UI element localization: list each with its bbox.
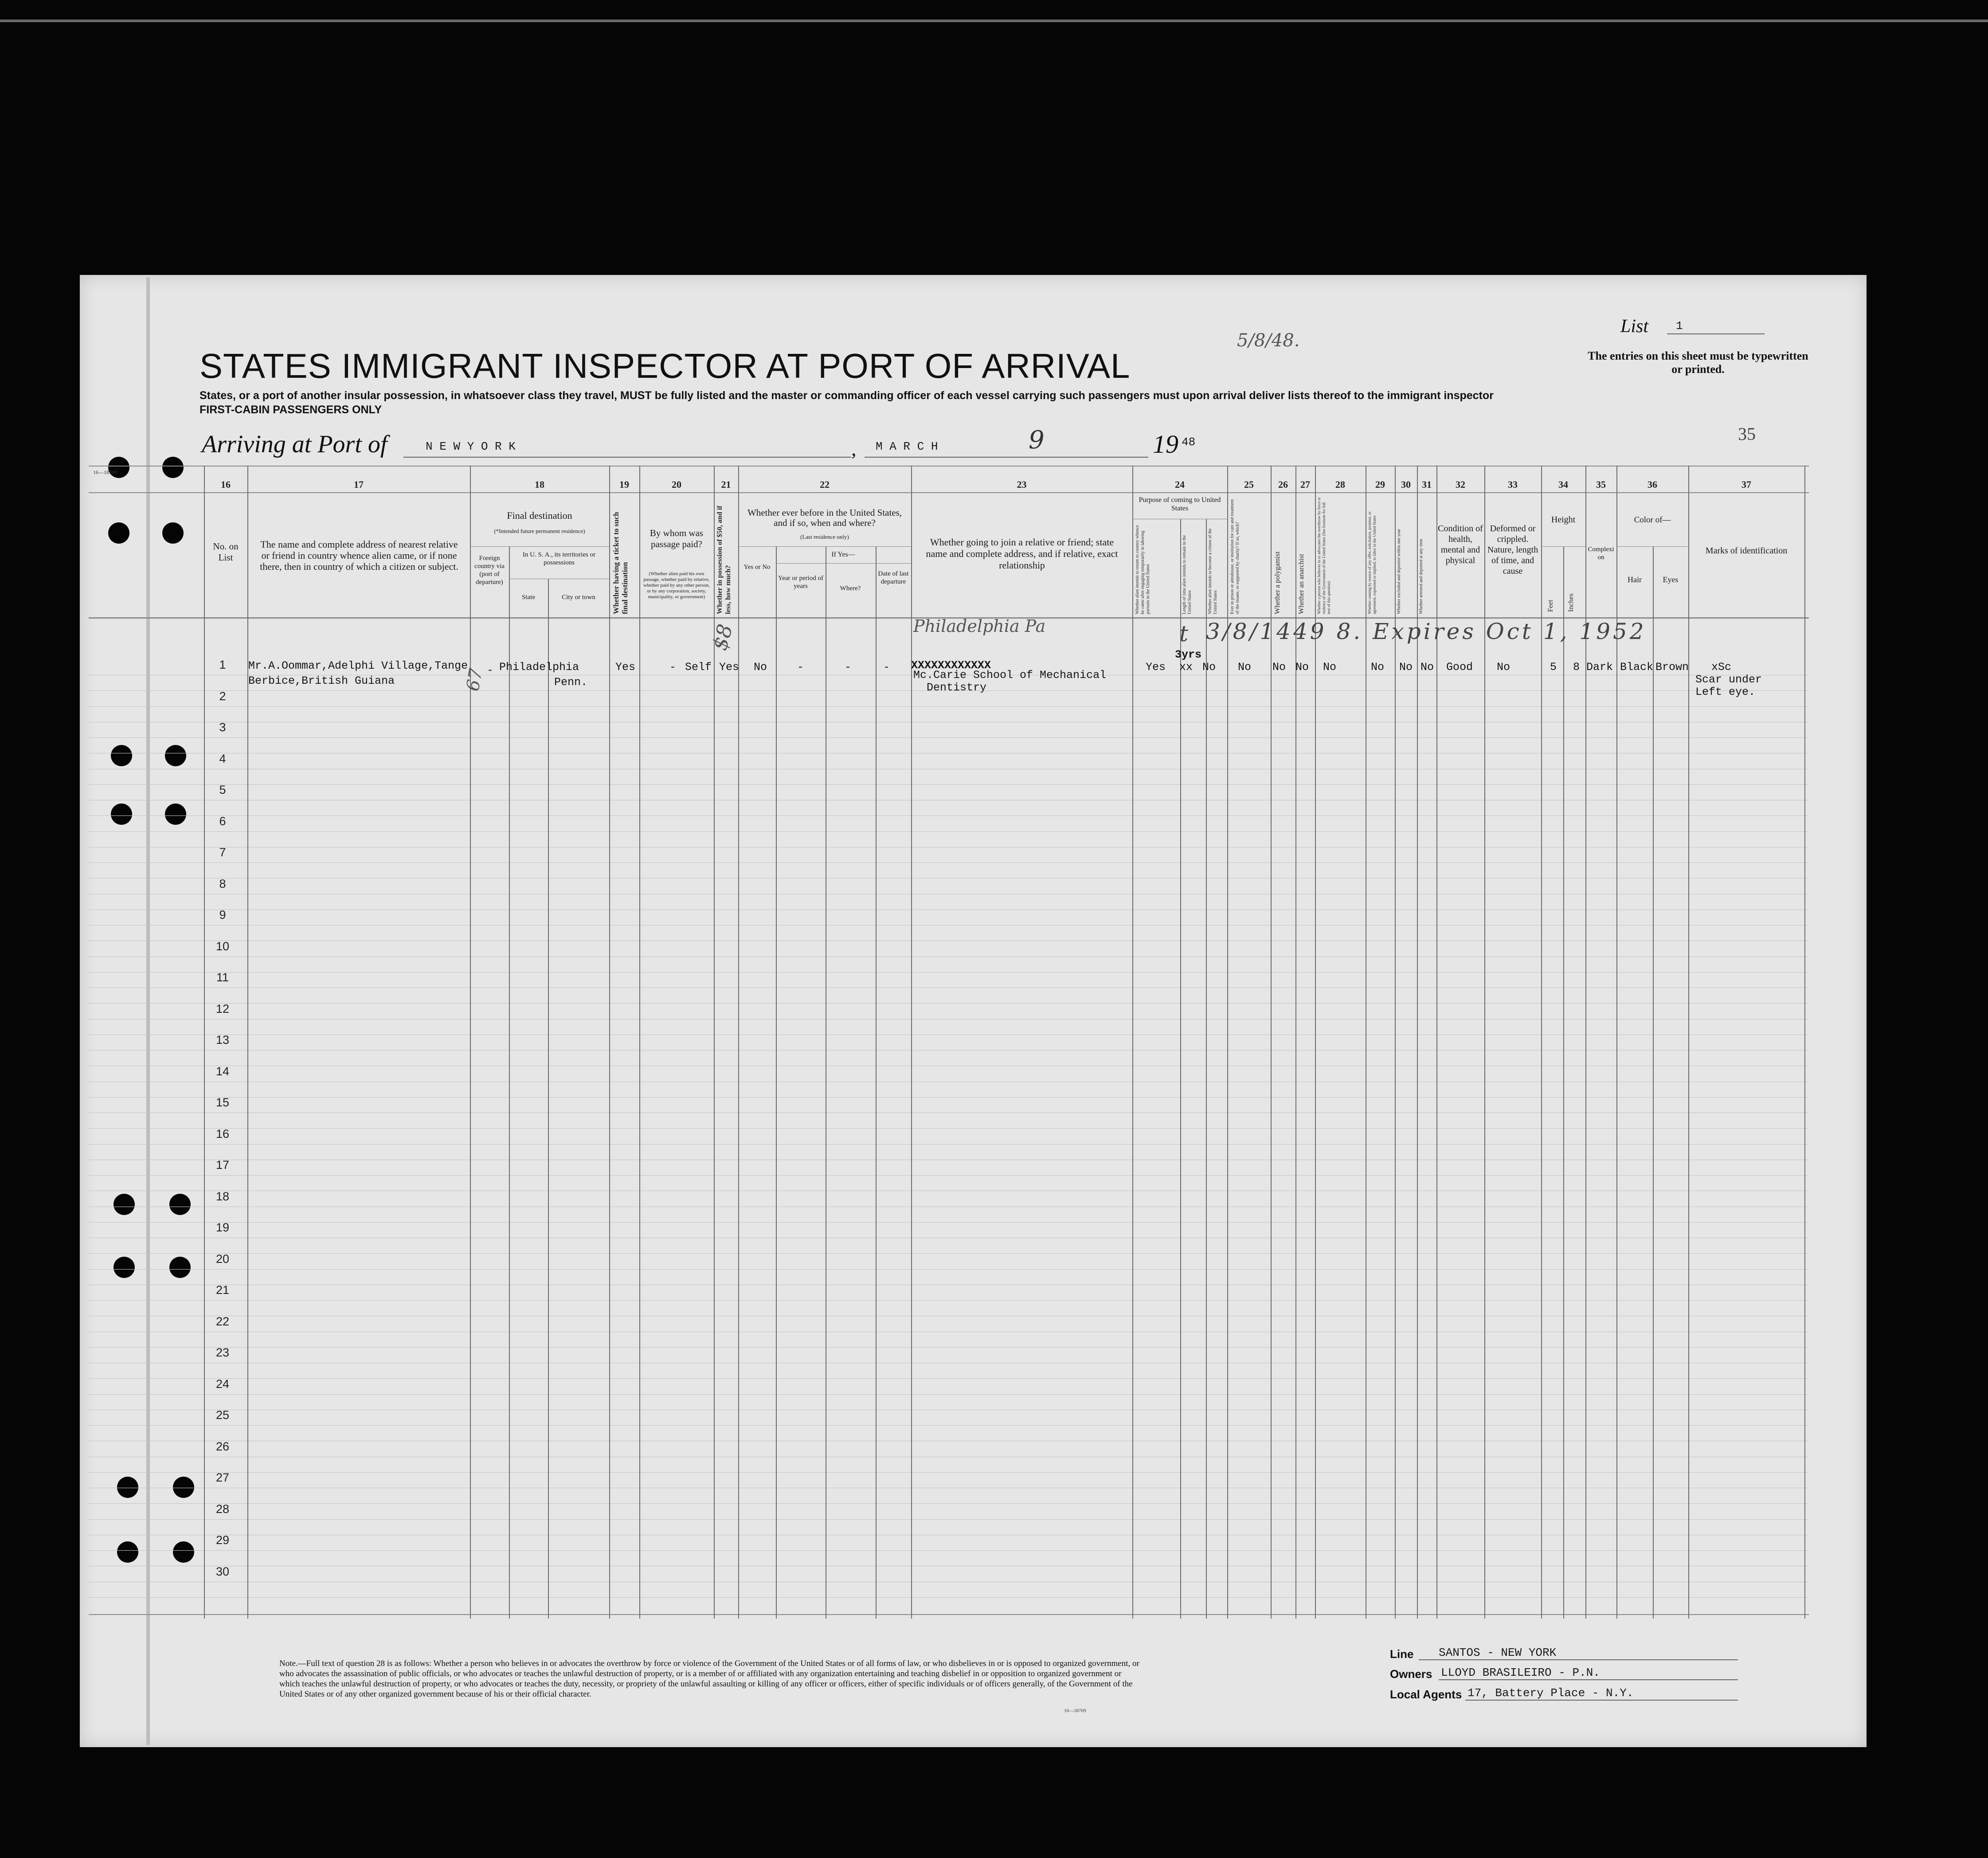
colnum-33: 33 bbox=[1508, 479, 1518, 490]
row-rule bbox=[89, 862, 1809, 863]
date-underline bbox=[865, 457, 1148, 458]
colnum-22: 22 bbox=[820, 479, 830, 490]
row-rule bbox=[89, 1347, 1809, 1348]
col-divider bbox=[1688, 466, 1689, 1619]
q29-value: No bbox=[1371, 661, 1385, 674]
row-number: 30 bbox=[215, 1564, 230, 1578]
header-36-eyes: Eyes bbox=[1663, 575, 1679, 584]
row-number: 24 bbox=[215, 1377, 230, 1391]
row-rule bbox=[89, 1144, 1809, 1145]
header-24-b: Length of time alien intends to remain in the United States bbox=[1182, 535, 1192, 614]
row-rule bbox=[89, 1378, 1809, 1379]
line-label: Line bbox=[1390, 1647, 1414, 1661]
port-underline bbox=[403, 457, 851, 458]
row-number: 21 bbox=[215, 1283, 230, 1297]
length-struck: xx bbox=[1179, 661, 1193, 674]
header-18-state: State bbox=[522, 594, 535, 601]
row-number: 1 bbox=[219, 658, 226, 671]
table-bottom-rule bbox=[89, 1614, 1809, 1615]
col-divider bbox=[911, 466, 912, 1619]
header-18-usa: In U. S. A., its territories or possessions bbox=[522, 551, 596, 566]
join-line2: Dentistry bbox=[927, 681, 987, 694]
date-departure-value: - bbox=[883, 661, 890, 674]
before-us-value: No bbox=[754, 661, 767, 674]
col-divider bbox=[1206, 519, 1207, 1619]
colnum-32: 32 bbox=[1456, 479, 1465, 490]
q30-value: No bbox=[1399, 661, 1413, 674]
marks-struck: xSc bbox=[1711, 661, 1732, 674]
col-divider bbox=[1653, 546, 1654, 1619]
agents-value: 17, Battery Place - N.Y. bbox=[1468, 1686, 1634, 1700]
foreign-via-value: - bbox=[487, 664, 494, 677]
polygamist-value: No bbox=[1272, 661, 1286, 674]
port-value: N E W Y O R K bbox=[426, 440, 516, 453]
col-divider bbox=[738, 466, 739, 1619]
row-number: 29 bbox=[215, 1533, 230, 1547]
header-22-where: Where? bbox=[840, 585, 861, 592]
header-18-city: City or town bbox=[562, 594, 595, 601]
col-divider bbox=[639, 466, 640, 1619]
row-number: 13 bbox=[215, 1033, 230, 1047]
header-22-ifyes: If Yes— bbox=[831, 551, 855, 558]
row-number: 10 bbox=[215, 939, 230, 953]
header-18: Final destination bbox=[507, 510, 572, 521]
year-suffix: 48 bbox=[1182, 435, 1196, 449]
row-rule bbox=[89, 1222, 1809, 1223]
footnote-code: 16—18709 bbox=[1064, 1708, 1086, 1713]
row-rule bbox=[89, 1097, 1809, 1098]
arriving-label: Arriving at Port of bbox=[202, 431, 387, 458]
row-rule bbox=[89, 784, 1809, 785]
subhdr-rule bbox=[1616, 546, 1688, 547]
header-22-yesno: Yes or No bbox=[744, 564, 771, 571]
handwritten-t-mark: t bbox=[1179, 621, 1189, 647]
row-number: 6 bbox=[219, 814, 226, 828]
header-22-sub: (Last residence only) bbox=[800, 533, 849, 540]
page-stamp: 35 bbox=[1738, 424, 1756, 444]
typewritten-note: The entries on this sheet must be typewritten or printed. bbox=[1588, 349, 1808, 376]
colnum-19: 19 bbox=[619, 479, 629, 490]
col-divider bbox=[776, 546, 777, 1619]
header-30: Whether excluded and deported within one year bbox=[1397, 529, 1401, 614]
header-19: Whether having a ticket to such final destination bbox=[612, 512, 629, 614]
row-rule bbox=[89, 831, 1809, 832]
handwritten-dates: 3/8/1449 8. Expires Oct 1, 1952 bbox=[1206, 619, 1647, 644]
header-33: Deformed or crippled. Nature, length of time, and cause bbox=[1487, 524, 1538, 576]
city-value-line2: Penn. bbox=[554, 676, 588, 689]
row-number: 28 bbox=[215, 1502, 230, 1516]
hair-value: Black bbox=[1620, 661, 1654, 674]
row-number: 23 bbox=[215, 1346, 230, 1359]
feet-value: 5 bbox=[1550, 661, 1557, 674]
header-37: Marks of identification bbox=[1705, 546, 1788, 556]
row-number: 19 bbox=[215, 1221, 230, 1234]
colnum-24: 24 bbox=[1175, 479, 1185, 490]
header-22: Whether ever before in the United States, and if so, when and where? bbox=[747, 507, 902, 528]
header-36-hair: Hair bbox=[1628, 575, 1642, 584]
header-28: Whether a person who believes in or advocates the overthrow by force or violence of the Government of the United States (See footnote for full text of this question) bbox=[1317, 497, 1331, 614]
where-value: - bbox=[845, 661, 852, 674]
row-rule bbox=[89, 1550, 1809, 1551]
agents-underline bbox=[1465, 1700, 1738, 1701]
colnum-31: 31 bbox=[1422, 479, 1432, 490]
row-number: 16 bbox=[215, 1127, 230, 1141]
row-rule bbox=[89, 1597, 1809, 1598]
row-rule bbox=[89, 909, 1809, 910]
row-number: 15 bbox=[215, 1096, 230, 1109]
col-divider bbox=[1132, 466, 1133, 1619]
header-20-sub: (Whether alien paid his own passage, whether paid by relative, whether paid by any other person, or by any corporation, society, municipality, or government) bbox=[643, 571, 710, 600]
form-code: 16—18709 bbox=[93, 469, 117, 475]
purpose-return-value: Yes bbox=[1146, 661, 1166, 674]
col-divider bbox=[509, 546, 510, 1619]
line-value: SANTOS - NEW YORK bbox=[1439, 1646, 1557, 1659]
subhdr-rule bbox=[1541, 546, 1585, 547]
col-divider bbox=[204, 466, 205, 1619]
row-number: 20 bbox=[215, 1252, 230, 1266]
subhdr-rule bbox=[776, 563, 911, 564]
intro-line-2: FIRST-CABIN PASSENGERS ONLY bbox=[200, 404, 382, 416]
header-24: Purpose of coming to United States bbox=[1139, 496, 1221, 512]
header-27: Whether an anarchist bbox=[1298, 554, 1305, 614]
col-divider bbox=[470, 466, 471, 1619]
row-rule bbox=[89, 737, 1809, 738]
row-rule bbox=[89, 1175, 1809, 1176]
q31-value: No bbox=[1421, 661, 1434, 674]
header-31: Whether arrested and deported at any time bbox=[1419, 539, 1424, 614]
agents-label: Local Agents bbox=[1390, 1688, 1462, 1701]
colnum-20: 20 bbox=[672, 479, 681, 490]
colnum-rule bbox=[89, 492, 1809, 493]
row-number: 12 bbox=[215, 1002, 230, 1015]
inches-value: 8 bbox=[1573, 661, 1580, 674]
row-rule bbox=[89, 706, 1809, 707]
comma: , bbox=[851, 437, 857, 460]
header-34-inches: Inches bbox=[1567, 593, 1575, 612]
list-number: 1 bbox=[1676, 319, 1683, 333]
complexion-value: Dark bbox=[1586, 661, 1613, 674]
citizen-value: No bbox=[1202, 661, 1216, 674]
film-edge-line bbox=[0, 20, 1988, 22]
row-rule bbox=[89, 815, 1809, 816]
header-24-a: Whether alien intends to return to country whence he came after engaging temporarily in laboring pursuits in the United States bbox=[1135, 525, 1151, 614]
col-divider bbox=[1563, 546, 1564, 1619]
list-label: List bbox=[1620, 316, 1649, 337]
header-17: The name and complete address of nearest relative or friend in country whence alien came, or if none there, then in country of which a citizen or subject. bbox=[260, 539, 458, 572]
footnote: Note.—Full text of question 28 is as follows: Whether a person who believes in or advocates the overthrow by force or violence of the Government of the United States or of all forms of law, or who disbelieves in or is opposed to organized government, or who advocates the assassination of public officials, or who advocates or teaches the unlawful destruction of property, or is a member of or affiliated with any organization entertaining and teaching disbelief in or opposition to organized government or which teaches the unlawful destruction of property, or who advocates or teaches the duty, necessity, or propriety of the unlawful assaulting or killing of any officer or officers, either of specific individuals or of officers generally, of the Government of the United States or of any other organized government because of his or their official character. bbox=[279, 1659, 1139, 1699]
row-number: 11 bbox=[216, 971, 229, 984]
form-title: STATES IMMIGRANT INSPECTOR AT PORT OF ARRIVAL bbox=[200, 346, 1131, 385]
struck-text: XXXXXXXXXXXX bbox=[911, 659, 991, 672]
header-35: Complexion bbox=[1588, 546, 1614, 561]
health-value: Good bbox=[1446, 661, 1473, 674]
colnum-28: 28 bbox=[1335, 479, 1345, 490]
colnum-36: 36 bbox=[1648, 479, 1657, 490]
row-rule bbox=[89, 1519, 1809, 1520]
row-number: 22 bbox=[215, 1314, 230, 1328]
row-rule bbox=[89, 1269, 1809, 1270]
header-29: Whether coming by reason of any offer, solicitation, promise, or agreement, expressed or implied, to labor in the United States bbox=[1367, 511, 1377, 614]
list-underline bbox=[1667, 333, 1765, 334]
relative-address-line1: Mr.A.Oommar,Adelphi Village,Tange bbox=[248, 659, 468, 672]
row-number: 2 bbox=[219, 689, 226, 703]
marks-line1: Scar under bbox=[1695, 673, 1762, 686]
owners-label: Owners bbox=[1390, 1667, 1432, 1681]
colnum-17: 17 bbox=[354, 479, 364, 490]
header-34-feet: Feet bbox=[1547, 600, 1554, 612]
row-number: 8 bbox=[219, 877, 226, 890]
colnum-37: 37 bbox=[1741, 479, 1751, 490]
subhdr-rule bbox=[738, 546, 911, 547]
year-prefix: 19 bbox=[1153, 430, 1178, 459]
row-number: 3 bbox=[219, 721, 226, 734]
row-rule bbox=[89, 1050, 1809, 1051]
anarchist-value: No bbox=[1295, 661, 1309, 674]
row-number: 25 bbox=[215, 1408, 230, 1422]
header-21: Whether in possession of $50, and if less, how much? bbox=[716, 506, 732, 614]
relative-address-line2: Berbice,British Guiana bbox=[248, 674, 395, 687]
colnum-26: 26 bbox=[1278, 479, 1288, 490]
col-divider bbox=[609, 466, 610, 1619]
years-value: - bbox=[797, 661, 804, 674]
header-32: Condition of health, mental and physical bbox=[1438, 524, 1483, 565]
row-rule bbox=[89, 956, 1809, 957]
eyes-value: Brown bbox=[1655, 661, 1689, 674]
colnum-25: 25 bbox=[1244, 479, 1254, 490]
row-rule bbox=[89, 1394, 1809, 1395]
colnum-21: 21 bbox=[721, 479, 731, 490]
col-divider bbox=[1180, 519, 1181, 1619]
colnum-34: 34 bbox=[1558, 479, 1568, 490]
owners-underline bbox=[1439, 1679, 1738, 1680]
col-divider bbox=[876, 546, 877, 1619]
row-rule bbox=[89, 1128, 1809, 1129]
ticket-value: Yes bbox=[615, 661, 636, 674]
row-rule bbox=[89, 1253, 1809, 1254]
money-value: Yes bbox=[719, 661, 740, 674]
month-value: M A R C H bbox=[876, 440, 938, 453]
row-number: 27 bbox=[215, 1471, 230, 1484]
col-divider bbox=[247, 466, 248, 1619]
col-divider bbox=[1804, 466, 1805, 1619]
subhdr-rule bbox=[470, 546, 609, 547]
deformed-value: No bbox=[1497, 661, 1511, 674]
colnum-16: 16 bbox=[221, 479, 231, 490]
col-divider bbox=[548, 579, 549, 1619]
colnum-18: 18 bbox=[535, 479, 544, 490]
header-22-years: Year or period of years bbox=[778, 575, 824, 590]
row-rule bbox=[89, 1300, 1809, 1301]
header-36: Color of— bbox=[1634, 515, 1671, 525]
join-line1: Mc.Carie School of Mechanical bbox=[913, 669, 1107, 682]
header-24-c: Whether alien intends to become a citizen of the United States bbox=[1208, 528, 1218, 614]
passage-by-value: Self bbox=[685, 661, 712, 674]
header-18-foreign: Foreign country via (port of departure) bbox=[474, 555, 505, 586]
header-20: By whom was passage paid? bbox=[650, 528, 704, 549]
handwritten-money: $8 bbox=[707, 621, 737, 653]
colnum-27: 27 bbox=[1300, 479, 1310, 490]
handwritten-city: Philadelphia Pa bbox=[913, 616, 1046, 636]
colnum-30: 30 bbox=[1401, 479, 1411, 490]
colnum-35: 35 bbox=[1596, 479, 1606, 490]
length-of-stay-value: 3yrs bbox=[1175, 648, 1202, 661]
owners-value: LLOYD BRASILEIRO - P.N. bbox=[1441, 1666, 1600, 1679]
handwritten-via: 67 bbox=[462, 666, 487, 693]
row-number: 17 bbox=[215, 1158, 230, 1172]
row-rule bbox=[89, 1425, 1809, 1426]
date-stamp: 5/8/48. bbox=[1237, 330, 1300, 351]
header-16: No. on List bbox=[213, 541, 239, 563]
colnum-29: 29 bbox=[1375, 479, 1385, 490]
line-underline bbox=[1419, 1659, 1738, 1660]
row-rule bbox=[89, 1503, 1809, 1504]
row-number: 7 bbox=[219, 846, 226, 859]
intro-line-1: States, or a port of another insular possession, in whatsoever class they travel, MUST be fully listed and the master or commanding officer of each vessel carrying such passengers must upon arrival deliver lists thereof to the immigrant inspector bbox=[200, 389, 1494, 402]
row-number: 18 bbox=[215, 1189, 230, 1203]
row-number: 4 bbox=[219, 752, 226, 765]
form-intro bbox=[200, 388, 1530, 417]
q28-value: No bbox=[1323, 661, 1337, 674]
colnum-23: 23 bbox=[1017, 479, 1027, 490]
city-value-line1: Philadelphia bbox=[499, 661, 579, 674]
header-18-sub: (*Intended future permanent residence) bbox=[494, 528, 585, 534]
header-25: Ever in prison or almshouse, or institution for care and treatment of the insane, or supported by charity? If so, which? bbox=[1230, 499, 1240, 614]
row-number: 5 bbox=[219, 783, 226, 796]
prison-value: No bbox=[1238, 661, 1252, 674]
row-number: 26 bbox=[215, 1439, 230, 1453]
day-value: 9 bbox=[1029, 426, 1045, 455]
row-number: 9 bbox=[219, 908, 226, 921]
header-26: Whether a polygamist bbox=[1274, 551, 1281, 614]
row-number: 14 bbox=[215, 1064, 230, 1078]
passage-dash: - bbox=[669, 661, 677, 674]
row-rule bbox=[89, 1472, 1809, 1473]
header-22-date: Date of last departure bbox=[878, 570, 909, 585]
header-34: Height bbox=[1551, 515, 1576, 525]
marks-line2: Left eye. bbox=[1695, 686, 1756, 698]
header-23: Whether going to join a relative or friend; state name and complete address, and if relative, exact relationship bbox=[926, 537, 1118, 571]
